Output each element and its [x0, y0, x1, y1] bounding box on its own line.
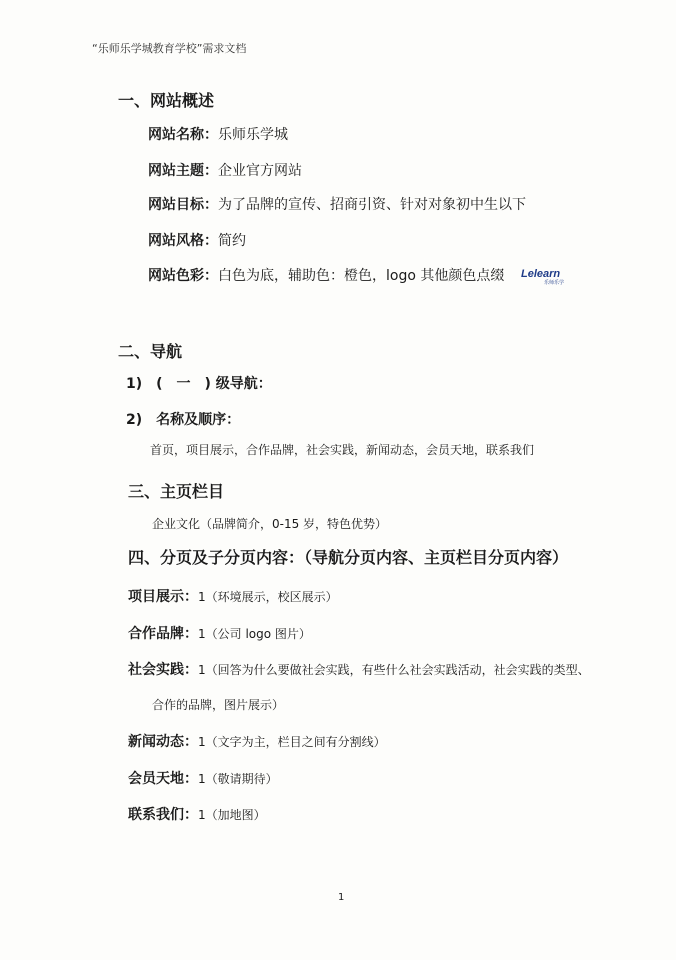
field-label: 新闻动态：: [128, 734, 198, 750]
page-number: 1: [338, 892, 345, 903]
field-value: 1（环境展示，校区展示）: [198, 590, 338, 604]
subpage-contact: [128, 804, 266, 824]
subpage-practice: [128, 659, 590, 679]
section-4-title: 四、分页及子分页内容：（导航分页内容、主页栏目分页内容）: [128, 548, 569, 567]
section-1-title: 一、网站概述: [118, 91, 215, 110]
logo-text: Lelearn: [521, 268, 561, 280]
field-value: 1（敬请期待）: [198, 772, 278, 786]
field-site-theme: [148, 160, 302, 180]
field-label: 项目展示：: [128, 589, 198, 605]
subpage-members: [128, 768, 278, 788]
homepage-columns-text: 企业文化（品牌简介，0-15 岁，特色优势）: [152, 517, 388, 531]
field-label: 会员天地：: [128, 771, 198, 787]
subpage-news: [128, 731, 386, 751]
field-label: 联系我们：: [128, 807, 198, 823]
field-label: 网站目标：: [148, 197, 218, 213]
logo-subtext: 乐师乐学: [544, 280, 564, 285]
field-label: 网站风格：: [148, 233, 218, 249]
nav-order-line: 2) 名称及顺序：: [126, 412, 241, 428]
field-value: 1（回答为什么要做社会实践，有些什么社会实践活动，社会实践的类型、: [198, 663, 590, 677]
field-site-goal: [148, 194, 526, 214]
field-value: 1（公司 logo 图片）: [198, 627, 311, 641]
field-site-name: [148, 124, 288, 144]
field-label: 网站主题：: [148, 163, 218, 179]
field-value: 企业官方网站: [218, 163, 302, 179]
section-3-title: 三、主页栏目: [128, 482, 225, 501]
field-label: 社会实践：: [128, 662, 198, 678]
field-label: 网站色彩：: [148, 268, 218, 284]
field-value: 简约: [218, 233, 246, 249]
nav-level-line: 1) ( 一 ) 级导航：: [126, 376, 272, 392]
field-site-colors: [148, 265, 504, 285]
field-value: 1（加地图）: [198, 808, 266, 822]
field-value: 乐师乐学城: [218, 127, 288, 143]
subpage-brands: [128, 623, 311, 643]
section-2-title: 二、导航: [118, 342, 183, 361]
field-site-style: [148, 230, 246, 250]
field-value: 为了品牌的宣传、招商引资、针对对象初中生以下: [218, 197, 526, 213]
field-label: 网站名称：: [148, 127, 218, 143]
lelearn-logo: [520, 265, 564, 285]
field-label: 合作品牌：: [128, 626, 198, 642]
field-value: 白色为底，辅助色：橙色，logo 其他颜色点缀: [218, 268, 505, 284]
document-header: “乐师乐学城教育学校”需求文档: [92, 42, 247, 55]
field-value: 1（文字为主，栏目之间有分割线）: [198, 735, 386, 749]
nav-items-text: 首页，项目展示，合作品牌，社会实践，新闻动态，会员天地，联系我们: [150, 443, 535, 457]
subpage-practice-cont: 合作的品牌，图片展示）: [152, 698, 285, 712]
subpage-project: [128, 586, 338, 606]
